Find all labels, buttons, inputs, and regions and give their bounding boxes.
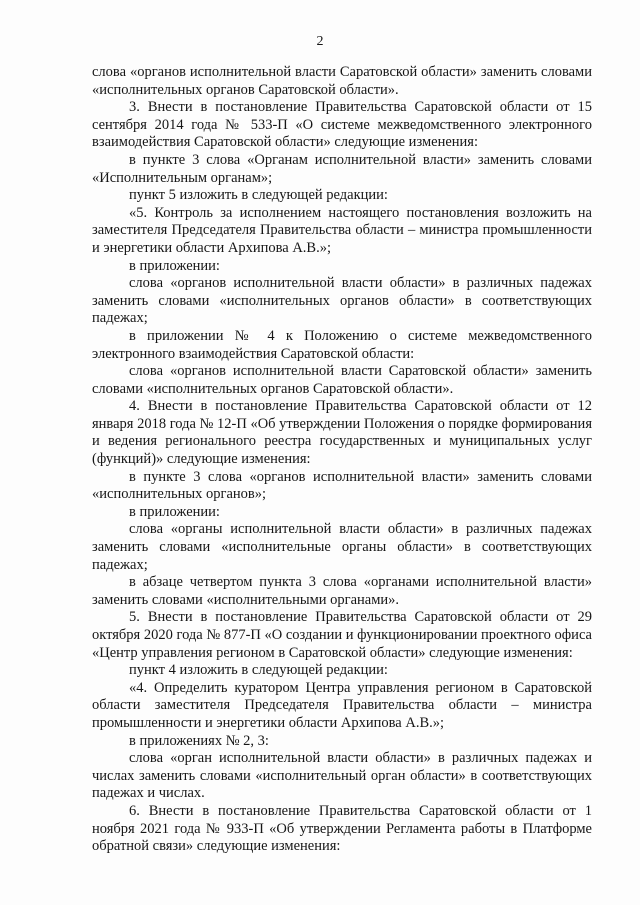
paragraph: слова «орган исполнительной власти области» в различных падежах и числах заменить словами «исполнительный орган области» в соответствующих падежах и числах. xyxy=(92,750,592,802)
paragraph: слова «органов исполнительной власти Саратовской области» заменить словами «исполнительных органов Саратовской области». xyxy=(92,64,592,98)
paragraph: пункт 4 изложить в следующей редакции: xyxy=(129,662,388,679)
paragraph: в пункте 3 слова «органов исполнительной власти» заменить словами «исполнительных органов»; xyxy=(92,468,592,503)
paragraph: 5. Внести в постановление Правительства Саратовской области от 29 октября 2020 года № 877-П «О создании и функционировании проектного офиса «Центр управления регионом в Саратовской области» следующие изменения: xyxy=(92,609,592,661)
paragraph: в приложении № 4 к Положению о системе межведомственного электронного взаимодействия Саратовской области: xyxy=(92,327,592,362)
paragraph: в приложениях № 2, 3: xyxy=(129,732,269,749)
paragraph: 6. Внести в постановление Правительства Саратовской области от 1 ноября 2021 года № 933-П «Об утверждении Регламента работы в Платформе обратной связи» следующие изменения: xyxy=(92,802,592,855)
paragraph: слова «органов исполнительной власти области» в различных падежах заменить словами «исполнительных органов области» в соответствующих падежах; xyxy=(92,275,592,327)
paragraph: «5. Контроль за исполнением настоящего постановления возложить на заместителя Председателя Правительства области – министра промышленности и энергетики области Архипова А.В.»; xyxy=(92,204,592,256)
page-number: 2 xyxy=(316,34,324,49)
document-body xyxy=(92,64,592,856)
paragraph: в абзаце четвертом пункта 3 слова «органами исполнительной власти» заменить словами «исполнительными органами». xyxy=(92,574,592,608)
paragraph: 3. Внести в постановление Правительства Саратовской области от 15 сентября 2014 года № 533-П «О системе межведомственного электронного взаимодействия Саратовской области» следующие изменения: xyxy=(92,99,592,151)
paragraph: в приложении: xyxy=(129,503,220,520)
paragraph: пункт 5 изложить в следующей редакции: xyxy=(129,187,388,204)
paragraph: 4. Внести в постановление Правительства Саратовской области от 12 января 2018 года № 12-П «Об утверждении Положения о порядке формирования и ведения регионального реестра государственных и муниципальных услуг (функций)» следующие изменения: xyxy=(92,398,592,468)
paragraph: в приложении: xyxy=(129,257,220,274)
paragraph: слова «органы исполнительной власти области» в различных падежах заменить словами «исполнительные органы области» в соответствующих падежах; xyxy=(92,521,592,573)
paragraph: «4. Определить куратором Центра управления регионом в Саратовской области заместителя Председателя Правительства области – министра промышленности и энергетики области Архипова А.В.»; xyxy=(92,679,592,731)
paragraph: слова «органов исполнительной власти Саратовской области» заменить словами «исполнительных органов Саратовской области». xyxy=(92,363,592,397)
paragraph: в пункте 3 слова «Органам исполнительной власти» заменить словами «Исполнительным органам»; xyxy=(92,151,592,186)
